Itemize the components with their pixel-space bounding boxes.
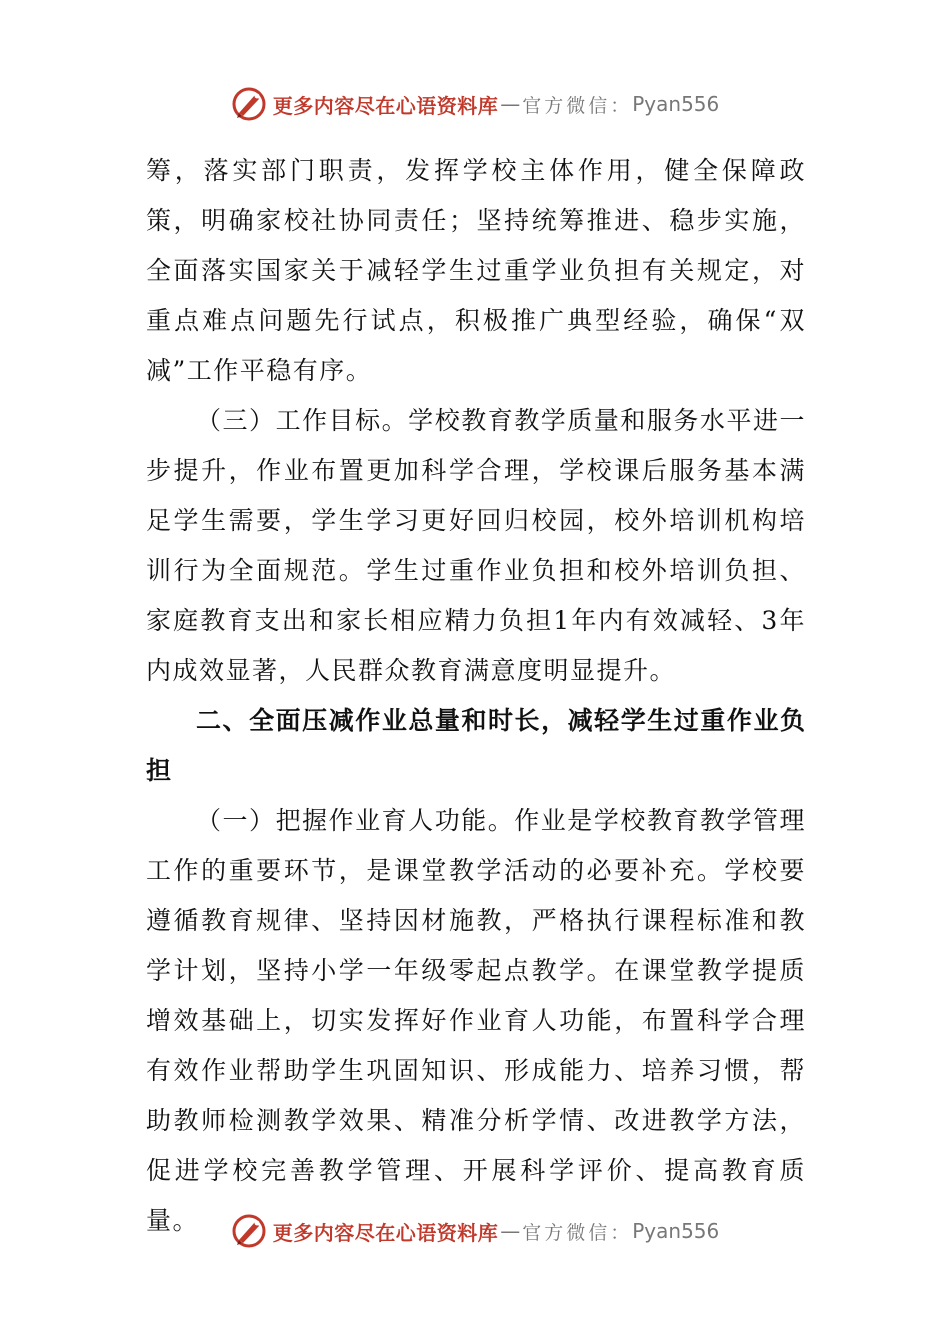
banner-wechat-id: Pyan556: [632, 1219, 720, 1243]
document-body: [146, 146, 806, 1246]
paragraph-continuation: 筹，落实部门职责，发挥学校主体作用，健全保障政策，明确家校社协同责任；坚持统筹推进、稳步实施，全面落实国家关于减轻学生过重学业负担有关规定，对重点难点问题先行试点，积极推广典型经验，确保“双减”工作平稳有序。: [146, 156, 806, 385]
banner-title: 更多内容尽在心语资料库: [272, 93, 499, 118]
banner-wechat-id: Pyan556: [632, 92, 720, 116]
paragraph-homework-function: （一）把握作业育人功能。作业是学校教育教学管理工作的重要环节，是课堂教学活动的必要补充。学校要遵循教育规律、坚持因材施教，严格执行课程标准和教学计划，坚持小学一年级零起点教学。在课堂教学提质增效基础上，切实发挥好作业育人功能，布置科学合理有效作业帮助学生巩固知识、形成能力、培养习惯，帮助教师检测教学效果、精准分析学情、改进教学方法，促进学校完善教学管理、开展科学评价、提高教育质量。: [146, 806, 806, 1235]
pen-logo-icon: [231, 86, 267, 122]
banner-wechat-label: 官方微信：: [522, 1221, 633, 1244]
banner-wechat-label: 官方微信：: [522, 94, 633, 117]
footer-watermark-banner: [0, 1211, 950, 1251]
banner-dash: —: [500, 1219, 521, 1243]
section-heading-2: 二、全面压减作业总量和时长，减轻学生过重作业负担: [146, 706, 806, 785]
paragraph-work-goals: （三）工作目标。学校教育教学质量和服务水平进一步提升，作业布置更加科学合理，学校课后服务基本满足学生需要，学生学习更好回归校园，校外培训机构培训行为全面规范。学生过重作业负担和校外培训负担、家庭教育支出和家长相应精力负担1年内有效减轻、3年内成效显著，人民群众教育满意度明显提升。: [146, 406, 806, 685]
header-watermark-banner: [0, 84, 950, 124]
banner-title: 更多内容尽在心语资料库: [272, 1220, 499, 1245]
banner-dash: —: [500, 92, 521, 116]
pen-logo-icon: [231, 1213, 267, 1249]
